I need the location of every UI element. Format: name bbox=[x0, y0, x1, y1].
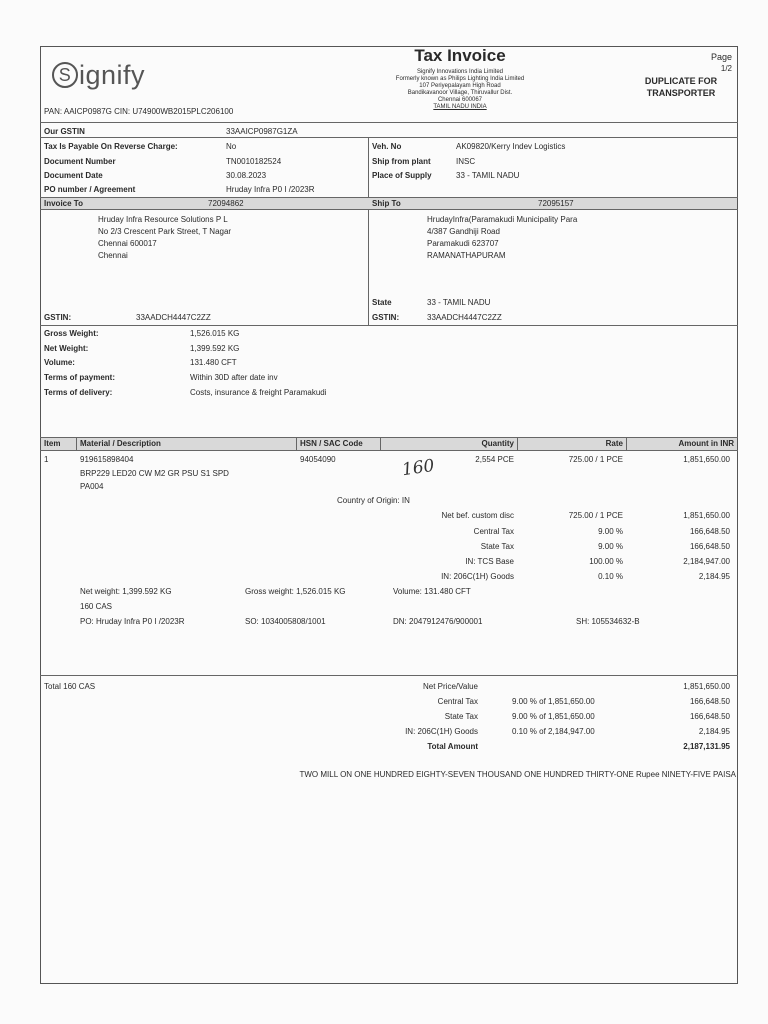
company-line: Signify Innovations India Limited bbox=[416, 69, 504, 75]
address-line: Paramakudi 623707 bbox=[427, 239, 499, 248]
po-number-label: PO number / Agreement bbox=[44, 185, 136, 194]
address-line: Chennai bbox=[98, 251, 128, 260]
charge-label: IN: TCS Base bbox=[465, 557, 514, 566]
page-label: Page bbox=[710, 52, 732, 62]
document-number-label: Document Number bbox=[44, 157, 116, 166]
item-cas: 160 CAS bbox=[80, 602, 113, 611]
total-row-label: Net Price/Value bbox=[423, 682, 478, 691]
header-divider bbox=[296, 437, 297, 450]
gross-weight-value: 1,526.015 KG bbox=[190, 329, 240, 338]
charge-rate: 9.00 % bbox=[598, 527, 623, 536]
ship-to-address bbox=[427, 214, 577, 262]
place-of-supply-label: Place of Supply bbox=[372, 171, 432, 180]
divider bbox=[40, 437, 738, 438]
ship-to-gstin-label: GSTIN: bbox=[372, 313, 400, 322]
item-so: SO: 1034005808/1001 bbox=[245, 617, 326, 626]
document-number-value: TN0010182524 bbox=[226, 157, 282, 166]
divider bbox=[40, 209, 738, 210]
charge-rate: 100.00 % bbox=[589, 557, 623, 566]
volume-label: Volume: bbox=[44, 358, 75, 367]
company-line: TAMIL NADU INDIA bbox=[433, 104, 487, 110]
vehicle-no-value: AK09820/Kerry Indev Logistics bbox=[456, 142, 566, 151]
header-divider bbox=[76, 437, 77, 450]
amount-in-words: TWO MILL ON ONE HUNDRED EIGHTY-SEVEN THOUSAND ONE HUNDRED THIRTY-ONE Rupee NINETY-FIVE PAISA bbox=[299, 770, 736, 779]
invoice-to-code: 72094862 bbox=[208, 199, 244, 208]
address-line: Chennai 600017 bbox=[98, 239, 157, 248]
document-title: Tax Invoice bbox=[414, 46, 506, 65]
total-cas-label: Total 160 CAS bbox=[44, 682, 96, 691]
charge-rate: 725.00 / 1 PCE bbox=[568, 511, 623, 520]
ship-to-state-value: 33 - TAMIL NADU bbox=[427, 298, 491, 307]
ship-from-plant-value: INSC bbox=[456, 157, 476, 166]
net-weight-label: Net Weight: bbox=[44, 344, 89, 353]
ship-to-gstin-value: 33AADCH4447C2ZZ bbox=[427, 313, 502, 322]
copy-type-line2: TRANSPORTER bbox=[646, 88, 716, 98]
divider bbox=[40, 325, 738, 326]
divider bbox=[40, 122, 738, 123]
document-date-label: Document Date bbox=[44, 171, 103, 180]
total-amount-label: Total Amount bbox=[427, 742, 478, 751]
line-item-description: BRP229 LED20 CW M2 GR PSU S1 SPD bbox=[80, 469, 229, 478]
col-header-amount: Amount in INR bbox=[678, 439, 734, 448]
invoice-to-address bbox=[98, 214, 231, 262]
col-header-hsn: HSN / SAC Code bbox=[300, 439, 363, 448]
vehicle-no-label: Veh. No bbox=[372, 142, 402, 151]
terms-of-payment-value: Within 30D after date inv bbox=[190, 373, 278, 382]
ship-to-code: 72095157 bbox=[538, 199, 574, 208]
net-weight-value: 1,399.592 KG bbox=[190, 344, 240, 353]
logo-s-icon: S bbox=[52, 62, 78, 88]
our-gstin-label: Our GSTIN bbox=[44, 127, 85, 136]
total-row-amount: 166,648.50 bbox=[689, 697, 730, 706]
volume-value: 131.480 CFT bbox=[190, 358, 237, 367]
item-sh: SH: 105534632-B bbox=[576, 617, 640, 626]
pan-cin: PAN: AAICP0987G CIN: U74900WB2015PLC206100 bbox=[44, 107, 234, 116]
col-header-item: Item bbox=[44, 439, 61, 448]
our-gstin-value: 33AAICP0987G1ZA bbox=[226, 127, 298, 136]
gross-weight-label: Gross Weight: bbox=[44, 329, 99, 338]
company-line: Chennai 600067 bbox=[437, 97, 483, 103]
item-gross-weight: Gross weight: 1,526.015 KG bbox=[245, 587, 346, 596]
reverse-charge-label: Tax Is Payable On Reverse Charge: bbox=[44, 142, 178, 151]
ship-to-state-label: State bbox=[372, 298, 392, 307]
invoice-to-label: Invoice To bbox=[44, 199, 83, 208]
charge-label: Net bef. custom disc bbox=[441, 511, 514, 520]
copy-type-line1: DUPLICATE FOR bbox=[644, 76, 718, 86]
address-line: No 2/3 Crescent Park Street, T Nagar bbox=[98, 227, 232, 236]
po-number-value: Hruday Infra P0 I /2023R bbox=[226, 185, 315, 194]
company-address bbox=[370, 69, 550, 111]
total-row-calc: 9.00 % of 1,851,650.00 bbox=[512, 712, 595, 721]
line-item-description: PA004 bbox=[80, 482, 104, 491]
charge-label: State Tax bbox=[480, 542, 514, 551]
logo-text: ignify bbox=[79, 60, 146, 90]
invoice-to-gstin-label: GSTIN: bbox=[44, 313, 72, 322]
col-header-rate: Rate bbox=[605, 439, 623, 448]
column-divider bbox=[368, 137, 369, 326]
item-net-weight: Net weight: 1,399.592 KG bbox=[80, 587, 172, 596]
charge-rate: 0.10 % bbox=[598, 572, 623, 581]
address-line: HrudayInfra(Paramakudi Municipality Para bbox=[427, 215, 578, 224]
divider bbox=[40, 137, 738, 138]
company-line: Bandikavanoor Village, Thiruvallur Dist. bbox=[407, 90, 513, 96]
total-row-label: IN: 206C(1H) Goods bbox=[405, 727, 478, 736]
line-item-quantity: 2,554 PCE bbox=[475, 455, 514, 464]
address-line: Hruday Infra Resource Solutions P L bbox=[98, 215, 228, 224]
address-line: 4/387 Gandhiji Road bbox=[427, 227, 500, 236]
item-dn: DN: 2047912476/900001 bbox=[393, 617, 483, 626]
line-item-rate: 725.00 / 1 PCE bbox=[568, 455, 623, 464]
line-item-hsn: 94054090 bbox=[300, 455, 336, 464]
terms-of-delivery-value: Costs, insurance & freight Paramakudi bbox=[190, 388, 327, 397]
charge-label: IN: 206C(1H) Goods bbox=[441, 572, 514, 581]
line-item-amount: 1,851,650.00 bbox=[683, 455, 730, 464]
address-line: RAMANATHAPURAM bbox=[427, 251, 506, 260]
total-row-amount: 2,184.95 bbox=[698, 727, 730, 736]
divider bbox=[40, 675, 738, 676]
divider bbox=[40, 197, 738, 198]
col-header-quantity: Quantity bbox=[481, 439, 514, 448]
header-divider bbox=[380, 437, 381, 450]
company-line: 107 Periyepalayam High Road bbox=[419, 83, 501, 89]
charge-rate: 9.00 % bbox=[598, 542, 623, 551]
handwritten-annotation: 160 bbox=[400, 455, 436, 481]
country-of-origin: Country of Origin: IN bbox=[337, 496, 410, 505]
ship-to-label: Ship To bbox=[372, 199, 401, 208]
charge-amount: 1,851,650.00 bbox=[683, 511, 730, 520]
item-volume: Volume: 131.480 CFT bbox=[393, 587, 471, 596]
header-divider bbox=[517, 437, 518, 450]
total-amount-value: 2,187,131.95 bbox=[683, 742, 730, 751]
charge-amount: 2,184.95 bbox=[698, 572, 730, 581]
page-number: 1/2 bbox=[720, 64, 732, 73]
header-divider bbox=[626, 437, 627, 450]
charge-label: Central Tax bbox=[473, 527, 514, 536]
divider bbox=[40, 450, 738, 451]
charge-amount: 166,648.50 bbox=[689, 542, 730, 551]
terms-of-payment-label: Terms of payment: bbox=[44, 373, 115, 382]
total-row-calc: 9.00 % of 1,851,650.00 bbox=[512, 697, 595, 706]
document-date-value: 30.08.2023 bbox=[226, 171, 267, 180]
total-row-amount: 166,648.50 bbox=[689, 712, 730, 721]
total-row-amount: 1,851,650.00 bbox=[683, 682, 730, 691]
line-item-material: 919615898404 bbox=[80, 455, 134, 464]
invoice-to-gstin-value: 33AADCH4447C2ZZ bbox=[136, 313, 211, 322]
terms-of-delivery-label: Terms of delivery: bbox=[44, 388, 113, 397]
charge-amount: 2,184,947.00 bbox=[683, 557, 730, 566]
item-po: PO: Hruday Infra P0 I /2023R bbox=[80, 617, 185, 626]
charge-amount: 166,648.50 bbox=[689, 527, 730, 536]
reverse-charge-value: No bbox=[226, 142, 237, 151]
total-row-label: Central Tax bbox=[437, 697, 478, 706]
line-item-number: 1 bbox=[44, 455, 49, 464]
total-row-calc: 0.10 % of 2,184,947.00 bbox=[512, 727, 595, 736]
place-of-supply-value: 33 - TAMIL NADU bbox=[456, 171, 520, 180]
ship-from-plant-label: Ship from plant bbox=[372, 157, 431, 166]
signify-logo bbox=[52, 60, 145, 91]
company-line: Formerly known as Philips Lighting India Limited bbox=[395, 76, 525, 82]
total-row-label: State Tax bbox=[444, 712, 478, 721]
col-header-material: Material / Description bbox=[80, 439, 161, 448]
